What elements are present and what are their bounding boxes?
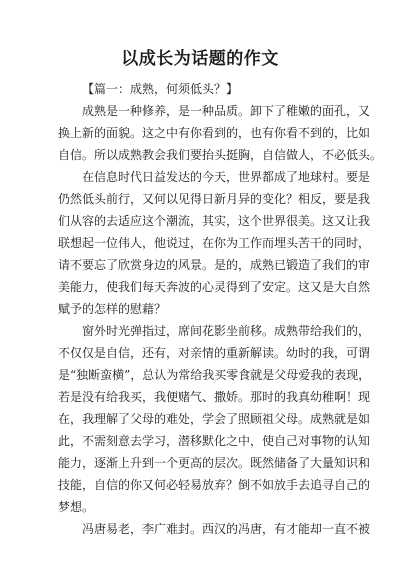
paragraph-line: 梦想。 [58, 500, 95, 514]
paragraph-line: 技能，自信的你又何必轻易放弃？倒不如放手去追寻自己的 [58, 478, 371, 492]
paragraph-line: 若是没有给我买，我便赌气、撒娇。那时的我真幼稚啊！现 [58, 390, 371, 404]
paragraph-line: 此，不需刻意去学习，潜移默化之中，使自己对事物的认知 [58, 434, 371, 448]
document-body [58, 78, 383, 540]
paragraph-line: 请不要忘了欣赏身边的风景。是的，成熟已锻造了我们的审 [58, 258, 371, 272]
section-heading: 【篇一：成熟，何须低头？】 [82, 82, 239, 96]
paragraph-line: 成熟是一种修养，是一种品质。卸下了稚嫩的面孔，又 [82, 104, 371, 118]
paragraph-line: 换上新的面貌。这之中有你看到的，也有你看不到的，比如 [58, 126, 371, 140]
paragraph-line: 能力，逐渐上升到一个更高的层次。既然储备了大量知识和 [58, 456, 371, 470]
paragraph-line: 不仅仅是自信，还有，对亲情的重新解读。幼时的我，可谓 [58, 346, 371, 360]
paragraph-line: 冯唐易老，李广难封。西汉的冯唐，有才能却一直不被 [82, 522, 371, 536]
paragraph-line: 在信息时代日益发达的今天，世界都成了地球村。要是 [82, 170, 371, 184]
document-title: 以成长为话题的作文 [121, 49, 279, 69]
paragraph-line: 仍然低头前行，又何以见得日新月异的变化？相反，要是我 [58, 192, 371, 206]
paragraph-line: 们从容的去适应这个潮流，其实，这个世界很美。这又让我 [58, 214, 371, 228]
paragraph-line: 窗外时光弹指过，席间花影坐前移。成熟带给我们的， [82, 324, 371, 338]
paragraph-line: 联想起一位伟人，他说过，在你为工作而埋头苦干的同时， [58, 236, 371, 250]
paragraph-line: 自信。所以成熟教会我们要抬头挺胸，自信做人，不必低头。 [58, 148, 383, 162]
paragraph-line: 美能力，使我们每天奔波的心灵得到了安定。这又是大自然 [58, 280, 371, 294]
paragraph-line: 是“独断蛮横”，总认为常给我买零食就是父母爱我的表现， [58, 368, 371, 382]
paragraph-line: 赋予的怎样的慰藉？ [58, 302, 167, 316]
paragraph-line: 在，我理解了父母的难处，学会了照顾祖父母。成熟就是如 [58, 412, 371, 426]
